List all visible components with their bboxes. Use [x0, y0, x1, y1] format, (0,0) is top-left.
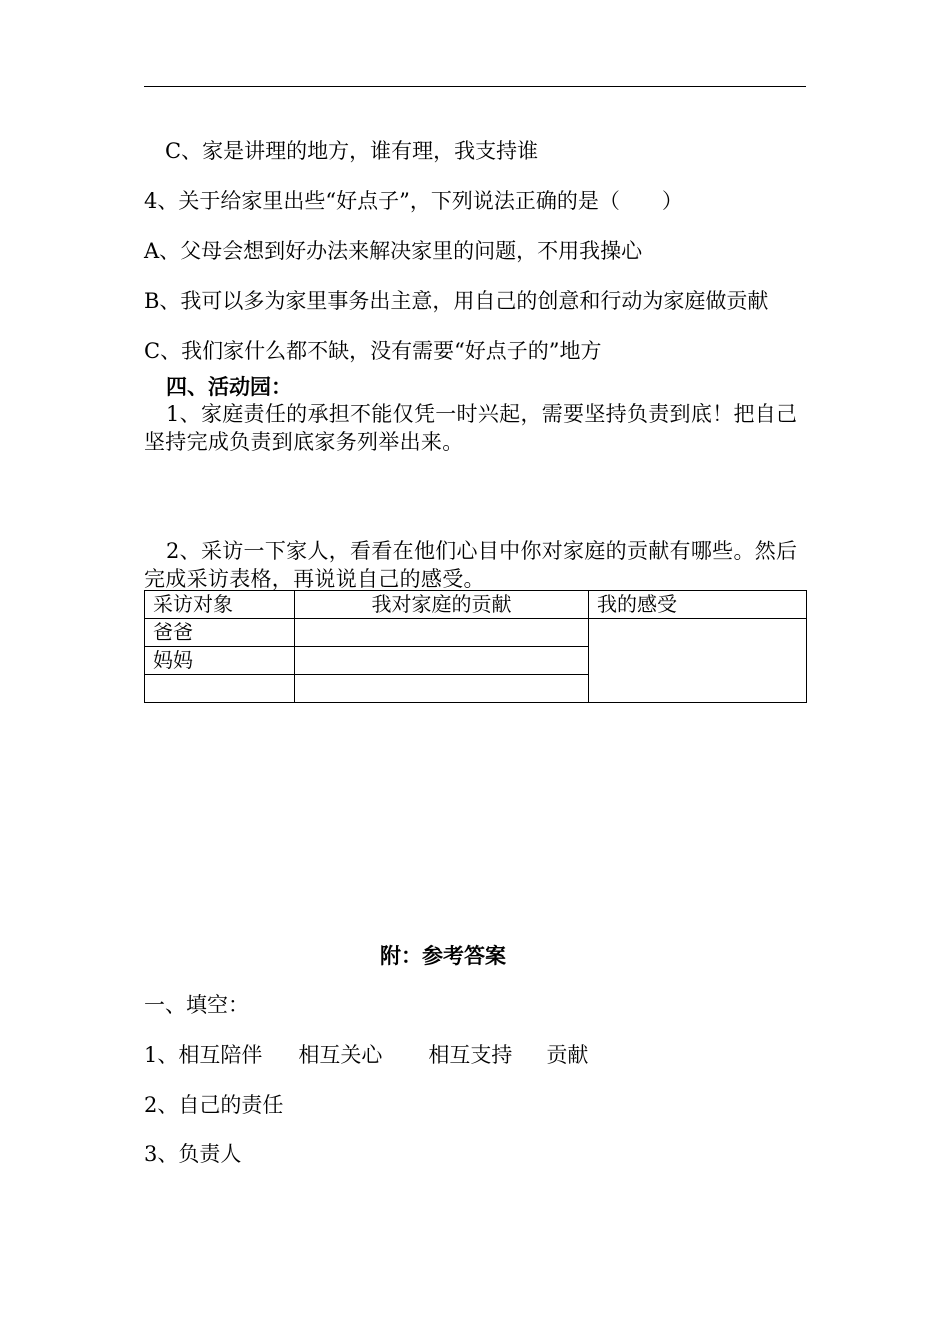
answer-1-item: 相互陪伴	[178, 1043, 263, 1067]
section4-task2: 2、采访一下家人，看看在他们心目中你对家庭的贡献有哪些。然后完成采访表格，再说说自己的感受。	[144, 539, 798, 591]
answer-3: 3、负责人	[144, 1142, 242, 1166]
table-cell	[295, 675, 589, 703]
answer-1-item: 相互支持	[428, 1043, 513, 1067]
interview-table	[144, 590, 807, 703]
q4-option-b: B、我可以多为家里事务出主意，用自己的创意和行动为家庭做贡献	[144, 289, 769, 313]
answers-section1: 一、填空：	[144, 993, 249, 1017]
answer-2: 2、自己的责任	[144, 1093, 284, 1117]
q3-option-c: C、家是讲理的地方，谁有理，我支持谁	[165, 139, 539, 163]
table-cell	[145, 675, 295, 703]
table-header-row	[145, 591, 807, 619]
table-cell	[295, 619, 589, 647]
feelings-cell	[589, 619, 807, 703]
table-cell	[295, 647, 589, 675]
answers-title: 附：参考答案	[380, 944, 506, 968]
q4-option-c: C、我们家什么都不缺，没有需要“好点子的”地方	[144, 339, 602, 363]
answer-1-item: 贡献	[546, 1043, 589, 1067]
answer-1-prefix: 1、	[144, 1043, 179, 1067]
header-rule	[144, 86, 806, 87]
q4-question: 4、关于给家里出些“好点子”，下列说法正确的是（ ）	[144, 189, 683, 213]
table-cell: 妈妈	[145, 647, 295, 675]
table-cell: 爸爸	[145, 619, 295, 647]
section4-title: 四、活动园：	[166, 375, 292, 399]
answer-1	[144, 1042, 588, 1068]
table-header-cell: 我对家庭的贡献	[295, 591, 589, 619]
table-header-cell: 采访对象	[145, 591, 295, 619]
table-header-cell: 我的感受	[589, 591, 807, 619]
section4-task1: 1、家庭责任的承担不能仅凭一时兴起，需要坚持负责到底！把自己坚持完成负责到底家务列举出来。	[144, 402, 798, 454]
answer-1-item: 相互关心	[298, 1043, 383, 1067]
table-row	[145, 619, 807, 647]
q4-option-a: A、父母会想到好办法来解决家里的问题，不用我操心	[144, 239, 643, 263]
